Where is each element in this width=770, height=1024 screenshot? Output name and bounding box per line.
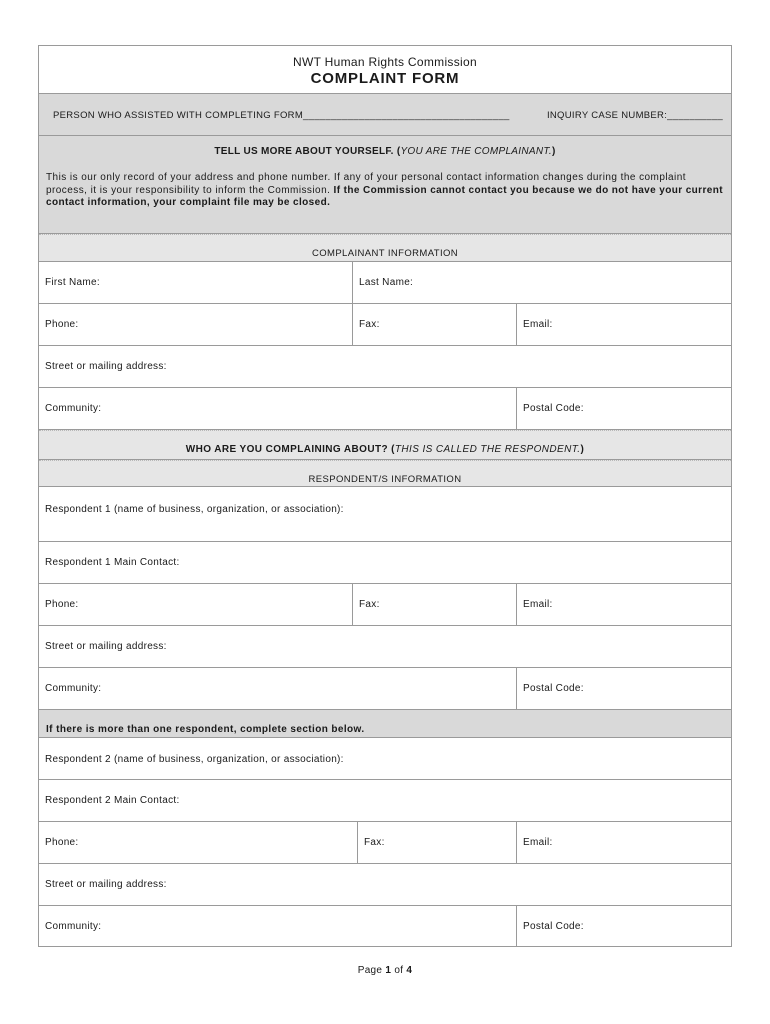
about-yourself-section [39,136,731,234]
respondent-heading: WHO ARE YOU COMPLAINING ABOUT? (THIS IS CALLED THE RESPONDENT.) [185,444,585,455]
respondent2-street-label: Street or mailing address: [45,879,167,890]
respondent1-phone-label: Phone: [45,599,79,610]
respondent1-email-label: Email: [523,599,553,610]
more-respondents-note: If there is more than one respondent, complete section below. [46,724,365,735]
respondent1-address-row [39,626,731,668]
respondent1-name-row [39,487,731,542]
respondent2-name-label: Respondent 2 (name of business, organization, or association): [45,754,344,765]
complainant-address-row [39,346,731,388]
respondent2-name-row [39,738,731,780]
respondent2-community-row [39,906,731,946]
respondent1-street-label: Street or mailing address: [45,641,167,652]
respondent1-community-field[interactable] [39,668,516,709]
respondent2-phone-row [39,822,731,864]
respondent1-main-contact-label: Respondent 1 Main Contact: [45,557,180,568]
respondent1-phone-row [39,584,731,626]
page-word: Page [357,965,383,976]
last-name-label: Last Name: [359,277,414,288]
assisted-by-field[interactable]: PERSON WHO ASSISTED WITH COMPLETING FORM_____________________________________ [53,110,510,121]
respondent2-street-field[interactable] [39,864,731,905]
respondent-section-header [39,460,731,487]
about-paragraph-plain: This is our only record of your address and phone number. If any of your personal contact information changes during the complaint process, it is your responsibility to inform the Commission. [46,172,686,196]
complainant-section-header [39,234,731,262]
respondent1-name-label: Respondent 1 (name of business, organization, or association): [45,504,344,515]
fax-label: Fax: [359,319,380,330]
last-name-field[interactable] [352,262,731,303]
about-heading: TELL US MORE ABOUT YOURSELF. (YOU ARE THE COMPLAINANT.) [214,146,556,157]
respondent2-postal-field[interactable] [516,906,731,946]
respondent1-fax-label: Fax: [359,599,380,610]
respondent2-email-field[interactable] [516,822,731,863]
page-number: 1 [385,965,392,976]
email-label: Email: [523,319,553,330]
of-word: of [394,965,404,976]
about-heading-italic: YOU ARE THE COMPLAINANT. [400,146,552,157]
page-total: 4 [406,965,413,976]
respondent2-main-contact-field[interactable] [39,780,731,821]
respondent1-fax-field[interactable] [352,584,516,625]
inquiry-case-number-field[interactable]: INQUIRY CASE NUMBER:__________ [546,110,723,121]
respondent-heading-row [39,430,731,460]
about-paragraph-bold: If the Commission cannot contact you because we do not have your current contact information, your complaint file may be closed. [46,184,723,208]
complainant-contact-row [39,304,731,346]
respondent-heading-bold: WHO ARE YOU COMPLAINING ABOUT? [185,444,388,455]
respondent1-email-field[interactable] [516,584,731,625]
form-title: COMPLAINT FORM [310,70,460,87]
respondent1-main-contact-field[interactable] [39,542,731,583]
street-address-label: Street or mailing address: [45,361,167,372]
respondent2-contact-row [39,780,731,822]
respondent1-postal-field[interactable] [516,668,731,709]
complainant-community-row [39,388,731,430]
respondent2-community-field[interactable] [39,906,516,946]
email-field[interactable] [516,304,731,345]
respondent-heading-italic: THIS IS CALLED THE RESPONDENT. [394,444,581,455]
assist-row [39,94,731,136]
respondent1-contact-row [39,542,731,584]
about-paragraph [46,172,726,210]
respondent2-postal-label: Postal Code: [523,921,584,932]
phone-field[interactable] [39,304,352,345]
phone-label: Phone: [45,319,79,330]
street-address-field[interactable] [39,346,731,387]
respondent1-name-field[interactable] [39,487,731,541]
respondent1-phone-field[interactable] [39,584,352,625]
respondent2-address-row [39,864,731,906]
respondent2-main-contact-label: Respondent 2 Main Contact: [45,795,180,806]
respondent1-street-field[interactable] [39,626,731,667]
respondent-section-label: RESPONDENT/S INFORMATION [308,474,462,485]
more-respondents-row [39,710,731,738]
respondent2-email-label: Email: [523,837,553,848]
form-header [39,46,731,94]
respondent2-phone-label: Phone: [45,837,79,848]
respondent1-community-row [39,668,731,710]
about-heading-bold: TELL US MORE ABOUT YOURSELF. [214,146,394,157]
respondent2-fax-label: Fax: [364,837,385,848]
complainant-name-row [39,262,731,304]
postal-code-field[interactable] [516,388,731,429]
respondent1-postal-label: Postal Code: [523,683,584,694]
organization-name: NWT Human Rights Commission [293,55,477,69]
postal-code-label: Postal Code: [523,403,584,414]
community-label: Community: [45,403,102,414]
respondent2-community-label: Community: [45,921,102,932]
first-name-label: First Name: [45,277,100,288]
community-field[interactable] [39,388,516,429]
complainant-section-label: COMPLAINANT INFORMATION [311,248,459,259]
respondent2-phone-field[interactable] [39,822,357,863]
respondent2-name-field[interactable] [39,738,731,779]
complaint-form [38,45,732,947]
page-footer [0,965,770,976]
fax-field[interactable] [352,304,516,345]
respondent1-community-label: Community: [45,683,102,694]
respondent2-fax-field[interactable] [357,822,516,863]
first-name-field[interactable] [39,262,352,303]
